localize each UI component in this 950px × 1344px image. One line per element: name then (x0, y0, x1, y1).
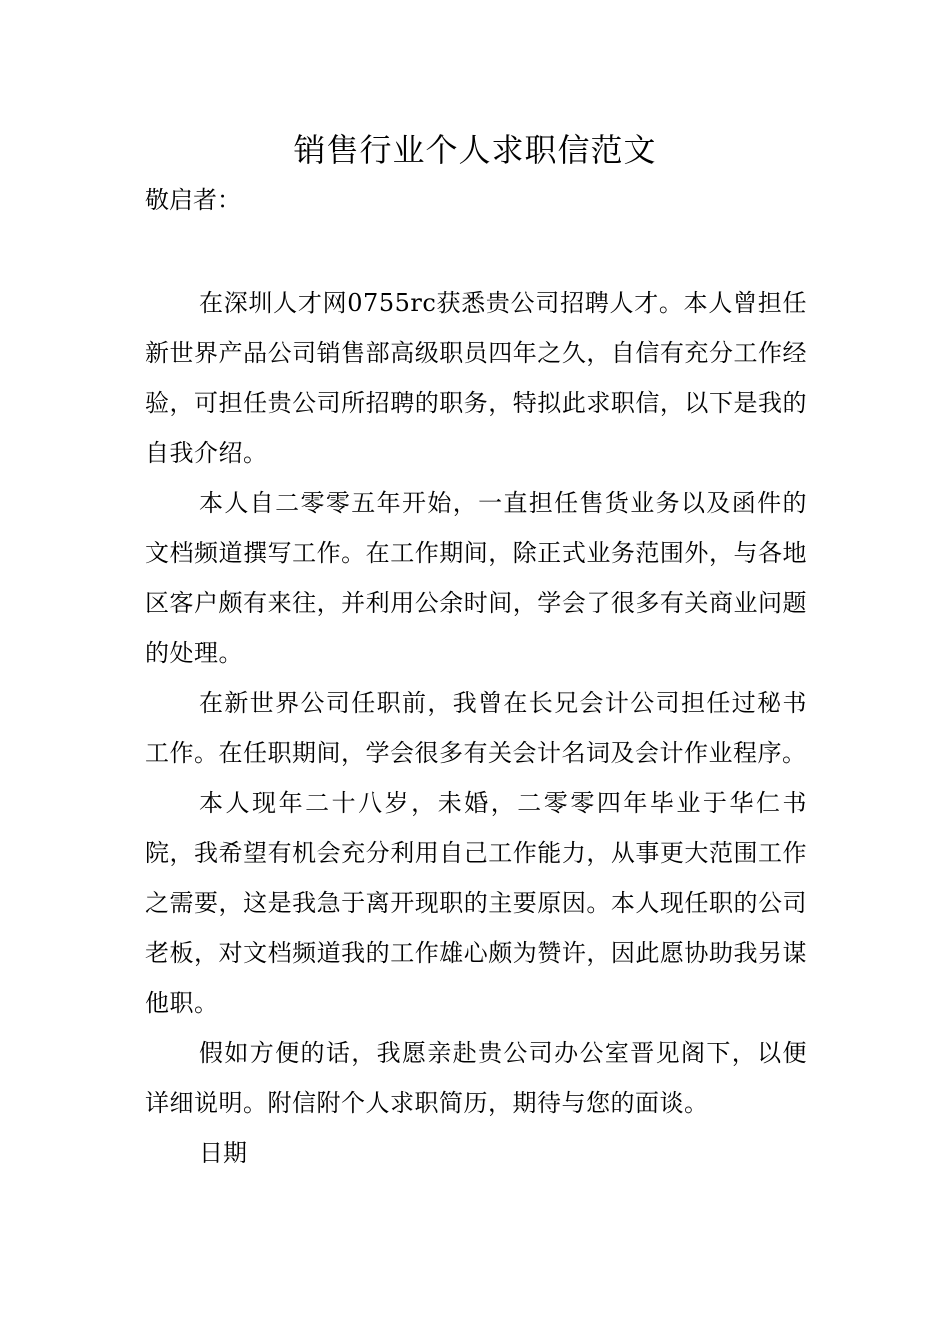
paragraph-personal: 本人现年二十八岁，未婚，二零零四年毕业于华仁书院，我希望有机会充分利用自己工作能力，从事更大范围工作之需要，这是我急于离开现职的主要原因。本人现任职的公司老板，对文档频道我的工作雄心颇为赞许，因此愿协助我另谋他职。 (145, 789, 807, 1017)
date-label: 日期 (199, 1139, 247, 1167)
paragraph-experience: 本人自二零零五年开始，一直担任售货业务以及函件的文档频道撰写工作。在工作期间，除正式业务范围外，与各地区客户颇有来往，并利用公余时间，学会了很多有关商业问题的处理。 (145, 489, 807, 667)
salutation: 敬启者： (145, 186, 241, 214)
paragraph-intro: 在深圳人才网0755rc获悉贵公司招聘人才。本人曾担任新世界产品公司销售部高级职员四年之久，自信有充分工作经验，可担任贵公司所招聘的职务，特拟此求职信，以下是我的自我介绍。 (145, 289, 807, 467)
paragraph-closing: 假如方便的话，我愿亲赴贵公司办公室晋见阁下，以便详细说明。附信附个人求职简历，期待与您的面谈。 (145, 1039, 807, 1117)
letter-body (145, 278, 807, 1178)
document-title: 销售行业个人求职信范文 (293, 131, 657, 169)
paragraph-previous-job: 在新世界公司任职前，我曾在长兄会计公司担任过秘书工作。在任职期间，学会很多有关会计名词及会计作业程序。 (145, 689, 807, 767)
